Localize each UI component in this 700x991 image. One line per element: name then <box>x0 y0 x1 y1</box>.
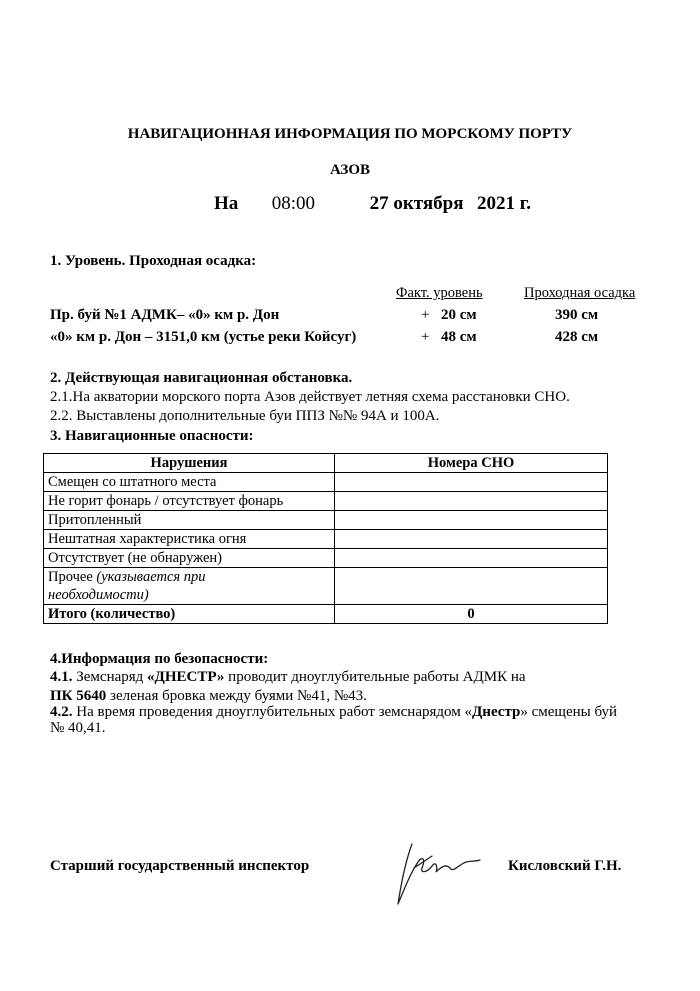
document-title: НАВИГАЦИОННАЯ ИНФОРМАЦИЯ ПО МОРСКОМУ ПОРТУ <box>127 126 573 142</box>
hazards-table <box>43 453 608 624</box>
col-actual-level: Факт. уровень <box>396 285 483 301</box>
hazard-label: Нештатная характеристика огня <box>44 530 335 549</box>
level-row-1-place: Пр. буй №1 АДМК– «0» км р. Дон <box>50 307 280 323</box>
col-draft: Проходная осадка <box>524 285 636 301</box>
safety-item-1-text-b: проводит дноуглубительные работы АДМК на <box>224 669 526 685</box>
hazard-value <box>335 549 608 568</box>
hazard-value <box>335 530 608 549</box>
signature-image <box>392 838 484 910</box>
safety-item-1-number: 4.1. <box>50 669 73 685</box>
table-row <box>44 530 608 549</box>
dredger-name-2: Днестр <box>471 704 521 720</box>
table-row <box>44 511 608 530</box>
on-label: На <box>214 193 239 214</box>
situation-line-1: 2.1.На акватории морского порта Азов действует летняя схема расстановки СНО. <box>50 389 570 405</box>
hazard-value <box>335 511 608 530</box>
dredger-name: «ДНЕСТР» <box>147 669 225 685</box>
table-total-row <box>44 605 608 624</box>
hazard-other-note: (указывается при <box>96 569 206 585</box>
safety-heading: 4.Информация по безопасности: <box>50 651 269 667</box>
report-time: 08:00 <box>271 193 316 214</box>
safety-item-1-line-2 <box>50 688 367 705</box>
hazard-other-value <box>335 568 608 605</box>
hazards-heading: 3. Навигационные опасности: <box>50 428 254 444</box>
level-row-2-place: «0» км р. Дон – 3151,0 км (устье реки Койсуг) <box>50 329 357 345</box>
table-row <box>44 549 608 568</box>
table-row-other <box>44 568 608 605</box>
safety-item-2-line-1 <box>50 704 617 721</box>
hazard-label: Не горит фонарь / отсутствует фонарь <box>44 492 335 511</box>
hazard-value <box>335 473 608 492</box>
hazard-value <box>335 492 608 511</box>
col-violations: Нарушения <box>44 454 335 473</box>
level-row-2-actual: 48 см <box>441 329 477 345</box>
hazard-label: Притопленный <box>44 511 335 530</box>
inspector-name: Кисловский Г.Н. <box>508 858 622 874</box>
situation-line-2: 2.2. Выставлены дополнительные буи ППЗ №№ 94А и 100А. <box>50 408 440 424</box>
situation-heading: 2. Действующая навигационная обстановка. <box>50 370 353 386</box>
safety-item-2-text-a: На время проведения дноуглубительных работ земснарядом « <box>72 704 472 720</box>
hazard-other-cell <box>44 568 335 605</box>
level-row-1-draft: 390 см <box>555 307 599 323</box>
safety-item-2-line-2: № 40,41. <box>50 720 106 736</box>
level-row-2-draft: 428 см <box>555 329 599 345</box>
safety-item-2-number: 4.2. <box>50 704 73 720</box>
col-sno-numbers: Номера СНО <box>335 454 608 473</box>
date-line <box>214 193 531 215</box>
safety-item-1-text-c: зеленая бровка между буями №41, №43. <box>106 688 367 704</box>
level-heading: 1. Уровень. Проходная осадка: <box>50 253 257 269</box>
level-row-1-actual: 20 см <box>441 307 477 323</box>
port-name: АЗОВ <box>329 162 371 178</box>
total-value: 0 <box>335 605 608 624</box>
report-date: 27 октября <box>369 193 464 214</box>
level-row-2-sign: + <box>421 329 430 345</box>
picket-number: ПК 5640 <box>50 688 107 704</box>
safety-item-2-text-b: » смещены буй <box>520 704 618 720</box>
inspector-position: Старший государственный инспектор <box>50 858 310 874</box>
hazard-label: Смещен со штатного места <box>44 473 335 492</box>
hazard-other-label: Прочее <box>48 569 93 585</box>
report-year: 2021 г. <box>476 193 531 214</box>
level-row-1-sign: + <box>421 307 430 323</box>
table-row <box>44 473 608 492</box>
table-row <box>44 492 608 511</box>
table-header-row <box>44 454 608 473</box>
hazard-other-note-2: необходимости) <box>48 587 149 603</box>
safety-item-1-line-1 <box>50 669 526 686</box>
safety-item-1-text-a: Земснаряд <box>76 669 148 685</box>
hazard-label: Отсутствует (не обнаружен) <box>44 549 335 568</box>
total-label: Итого (количество) <box>44 605 335 624</box>
